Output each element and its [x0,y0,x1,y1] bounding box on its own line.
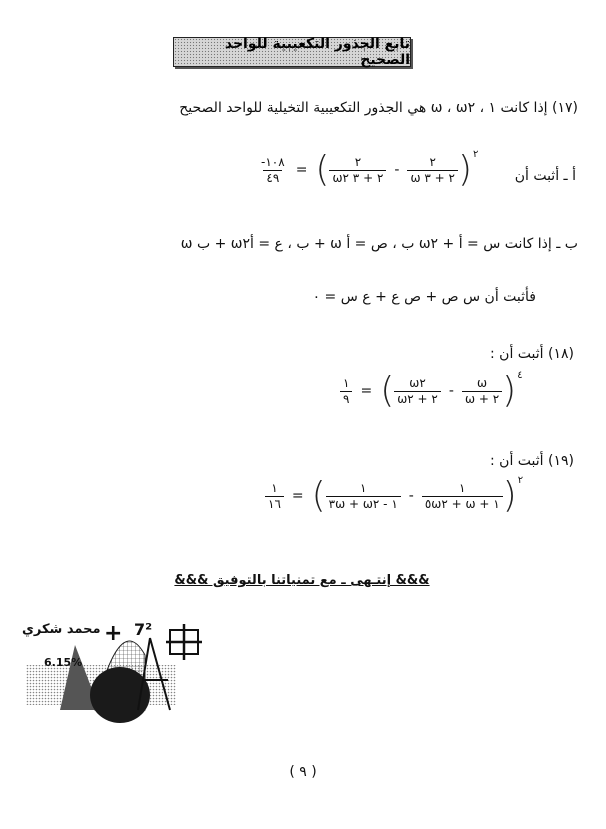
equals-sign: = [295,162,308,178]
equals-sign: = [291,488,304,504]
fraction-2 [329,155,386,186]
power-exponent: ٢ [517,474,524,486]
fraction-2-denominator: ٢ + ω٢ [394,391,441,407]
question-18-equation [340,369,523,411]
page-number: ( ٩ ) [289,764,317,780]
minus-sign: - [448,383,454,399]
author-logo [20,610,220,725]
right-paren: ) [502,370,517,411]
result-fraction [340,376,352,407]
result-numerator: ١ [343,375,350,390]
result-fraction [265,481,284,512]
minus-sign: - [408,488,414,504]
result-denominator: ٤٩ [263,170,282,186]
equals-sign: = [360,383,373,399]
result-fraction [258,155,288,186]
fraction-1-denominator: ٢ + ω [462,391,502,407]
svg-text:+: + [104,621,123,646]
result-denominator: ٩ [340,391,352,407]
fraction-2 [326,481,401,512]
fraction-2-numerator: ω٢ [409,375,426,390]
fraction-2-denominator: ٢ + ٣ ω٢ [329,170,386,186]
fraction-1-numerator: ١ [459,480,466,495]
fraction-2-denominator: ١ - ٣ω + ω٢ [326,496,401,512]
logo-percent: 6.15% [44,656,83,669]
fraction-1 [407,155,457,186]
logo-seven: 7² [134,620,153,639]
result-numerator: ١ [271,480,278,495]
question-17-intro: (١٧) إذا كانت ١ ، ω ، ω٢ هي الجذور التكعيبية التخيلية للواحد الصحيح [179,100,578,116]
question-17-part-b: ب ـ إذا كانت س = أ + ω٢ ب ، ص = أ ω + ب ، ع = أω٢ + ب ω [180,236,578,252]
result-denominator: ١٦ [265,496,284,512]
fraction-1-numerator: ٢ [429,154,436,169]
question-17-part-b-prove: فأثبت أن س ص + ص ع + ع س = ٠ [312,289,536,305]
question-18-label: (١٨) أثبت أن : [490,346,574,362]
result-numerator: -١٠٨ [261,154,285,169]
fraction-1-numerator: ω [477,375,488,390]
fraction-1 [462,376,502,407]
fraction-2 [394,376,441,407]
question-19-label: (١٩) أثبت أن : [490,453,574,469]
fraction-1 [422,481,503,512]
power-exponent: ٢ [472,148,479,160]
logo-author-name: محمد شكري [22,622,101,637]
fraction-2-numerator: ١ [359,480,367,495]
minus-sign: - [394,162,400,178]
page-title: تابع الجذور التكعيبية للواحد الصحيح [173,37,411,67]
right-paren: ) [502,475,517,516]
power-exponent: ٤ [517,369,523,381]
fraction-1-denominator: ٢ + ٣ ω [407,170,457,186]
closing-line: &&& إنتـهى ـ مع تمنياتنا بالتوفيق &&& [174,573,430,588]
question-17-part-a-label: أ ـ أثبت أن [514,168,576,184]
left-paren: ( [315,149,330,190]
left-paren: ( [311,475,326,516]
right-paren: ) [457,149,472,190]
left-paren: ( [380,370,395,411]
fraction-1-denominator: ١ + ω + ٥ω٢ [422,496,503,512]
fraction-2-numerator: ٢ [354,154,362,169]
question-17-part-a-equation [258,148,479,190]
question-19-equation [265,474,524,516]
